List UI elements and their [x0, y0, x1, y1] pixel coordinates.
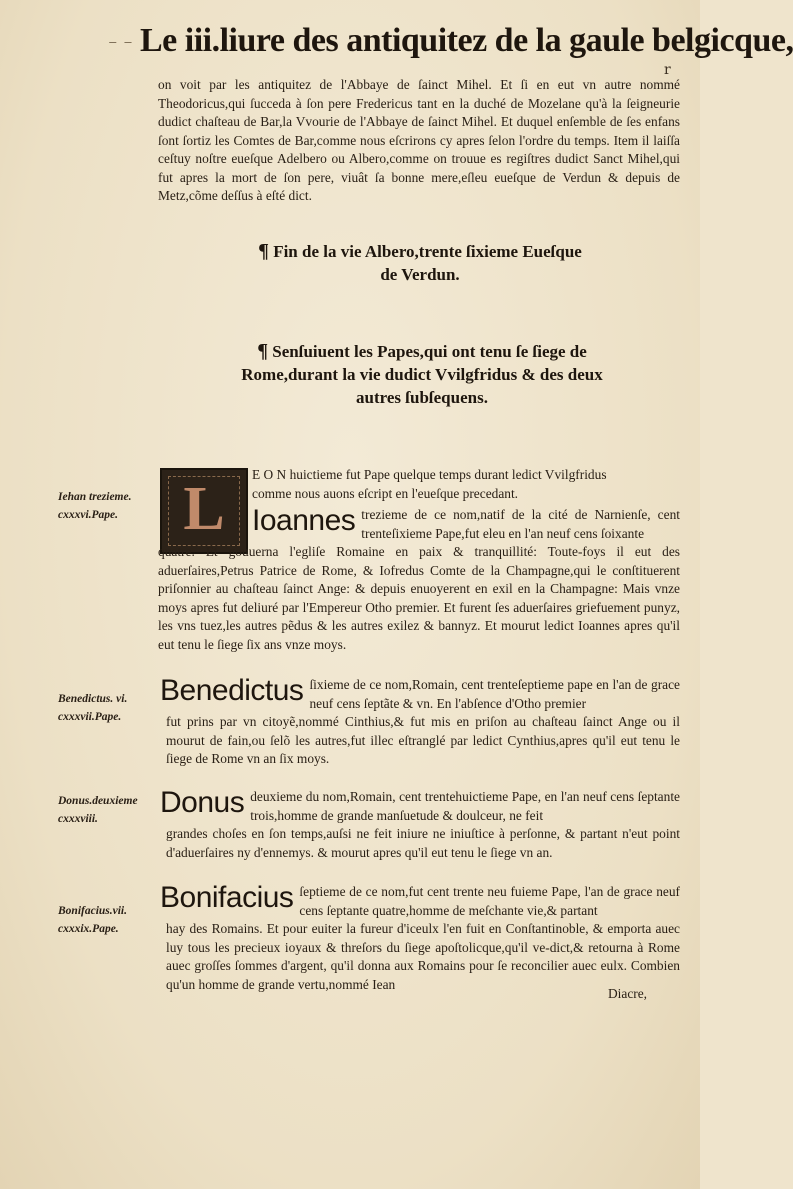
- pope-name: Donus: [160, 786, 245, 819]
- pope-name: Benedictus: [160, 674, 304, 707]
- pope-lead-text: ſeptieme de ce nom,fut cent trente neu fuieme Pape, l'an de grace neuf cens ſeptante quatre,homme de meſchante vie,& partant: [299, 884, 680, 918]
- section-heading-popes: [232, 340, 612, 409]
- pope-lead-text: trezieme de ce nom,natif de la cité de Narnienſe, cent trenteſixieme Pape,fut eleu en l'an neuf cens ſoixante: [361, 507, 680, 541]
- heading-text: Fin de la vie Albero,trente ſixieme Eueſque de Verdun.: [273, 242, 582, 284]
- pope-name: Ioannes: [252, 504, 356, 537]
- heading-text: Senſuiuent les Papes,qui ont tenu ſe ſiege de Rome,durant la vie dudict Vvilgfridus & des deux autres ſubſequens.: [241, 342, 603, 407]
- margin-note: Iehan trezieme. cxxxvi.Pape.: [58, 491, 132, 521]
- pope-name: Bonifacius: [160, 881, 294, 914]
- decorated-initial: [160, 468, 248, 554]
- entry-second-line: comme nous auons eſcript en l'eueſque precedant.: [252, 486, 519, 501]
- running-title: Le iii.liure des antiquitez de la gaule belgicque,: [140, 22, 793, 59]
- margin-note: Donus.deuxieme cxxxviii.: [58, 795, 138, 825]
- pilcrow-icon: ¶: [258, 240, 269, 262]
- entry-body: fut prins par vn citoyẽ,nommé Cinthius,& fut mis en priſon au chaſteau ſainct Ange ou il mourut de fain,ou ſelõ les autres,fut illec eſtranglé par ledict Cynthius,apres qu'il eut tenu le ſiege de Rome vn an ſix moys.: [166, 714, 680, 766]
- pope-lead-text: ſixieme de ce nom,Romain, cent trenteſeptieme pape en l'an de grace neuf cens ſeptãte & vn. En l'abſence d'Otho premier: [309, 677, 680, 711]
- printer-mark: ⁻ ⁻: [108, 36, 133, 57]
- section-heading-end-of-life: [250, 240, 590, 286]
- intro-paragraph: on voit par les antiquitez de l'Abbaye de ſainct Mihel. Et ſi en eut vn autre nommé Theodoricus,qui ſucceda à ſon pere Fredericus tant en la duché de Mozelane qu'à la ſeigneurie dudict chaſteau de Bar,la Vvourie de l'Abbaye de ſainct Mihel. Et duquel enſemble de ſes enfans ſont ſortiz les Comtes de Bar,comme nous eſcrirons cy apres ſelon l'ordre du temps. Item il laiſſa ceſtuy noſtre eueſque Adelbero ou Albero,comme on trouue es regiſtres dudict Sanct Mihel,qui fut apres la mort de ſon pere, viuât ſa bonne mere,eſleu eueſque de Verdun & depuis de Metz,cõme deſſus à eſté dict.: [158, 77, 680, 203]
- entry-lead: [160, 788, 680, 825]
- corner-glyph: r: [664, 62, 671, 78]
- entry-lead: [252, 506, 680, 543]
- entry-first-line: E O N huictieme fut Pape quelque temps durant ledict Vvilgfridus: [252, 467, 607, 482]
- catchword: Diacre,: [608, 986, 648, 1001]
- pilcrow-icon: ¶: [257, 340, 269, 362]
- entry-body: hay des Romains. Et pour euiter la fureur d'iceulx l'en fuit en Conſtantinoble, & emporta auec luy tous les precieux ioyaux & threſors du ſiege apoſtolicque,qu'il ve-dict,& retourna à Rome auec groſſes ſommes d'argent, qu'il donna aux Romains pour ſe reconcilier auec eulx. Combien qu'un homme de grande vertu,nommé Iean: [166, 921, 680, 992]
- pope-lead-text: deuxieme du nom,Romain, cent trentehuictieme Pape, en l'an neuf cens ſeptante trois,homme de grande manſuetude & doulceur, ne feit: [250, 789, 680, 823]
- initial-letter: L: [183, 475, 225, 543]
- margin-note: Bonifacius.vii. cxxxix.Pape.: [58, 905, 128, 935]
- entry-body: grandes choſes en ſon temps,auſsi ne feit iniure ne iniuſtice à perſonne, & partant n'eut point d'aduerſaires ny d'ennemys. & mourut apres qu'il eut tenu le ſiege vn an.: [166, 826, 680, 860]
- entry-body: quatre. Et gouuerna l'egliſe Romaine en paix & tranquillité: Toute-foys il eut des aduerſaires,Petrus Patrice de Rome, & Iofredus Comte de la Champagne,qui le conſtituerent priſonnier au chaſteau ſainct Ange: & depuis enuoyerent en exil en la Champagne: Mais vnze moys apres fut deliuré par l'Empereur Otho premier. Et furent ſes aduerſaires griefuement punyz, les vns tuez,les autres pẽdus & les autres exilez & bannyz. Et mourut ledict Ioannes apres qu'il eut tenu le ſiege ſix ans vnze moys.: [158, 544, 680, 652]
- entry-lead: [160, 883, 680, 920]
- margin-note: Benedictus. vi. cxxxvii.Pape.: [58, 693, 128, 723]
- entry-lead: [160, 676, 680, 713]
